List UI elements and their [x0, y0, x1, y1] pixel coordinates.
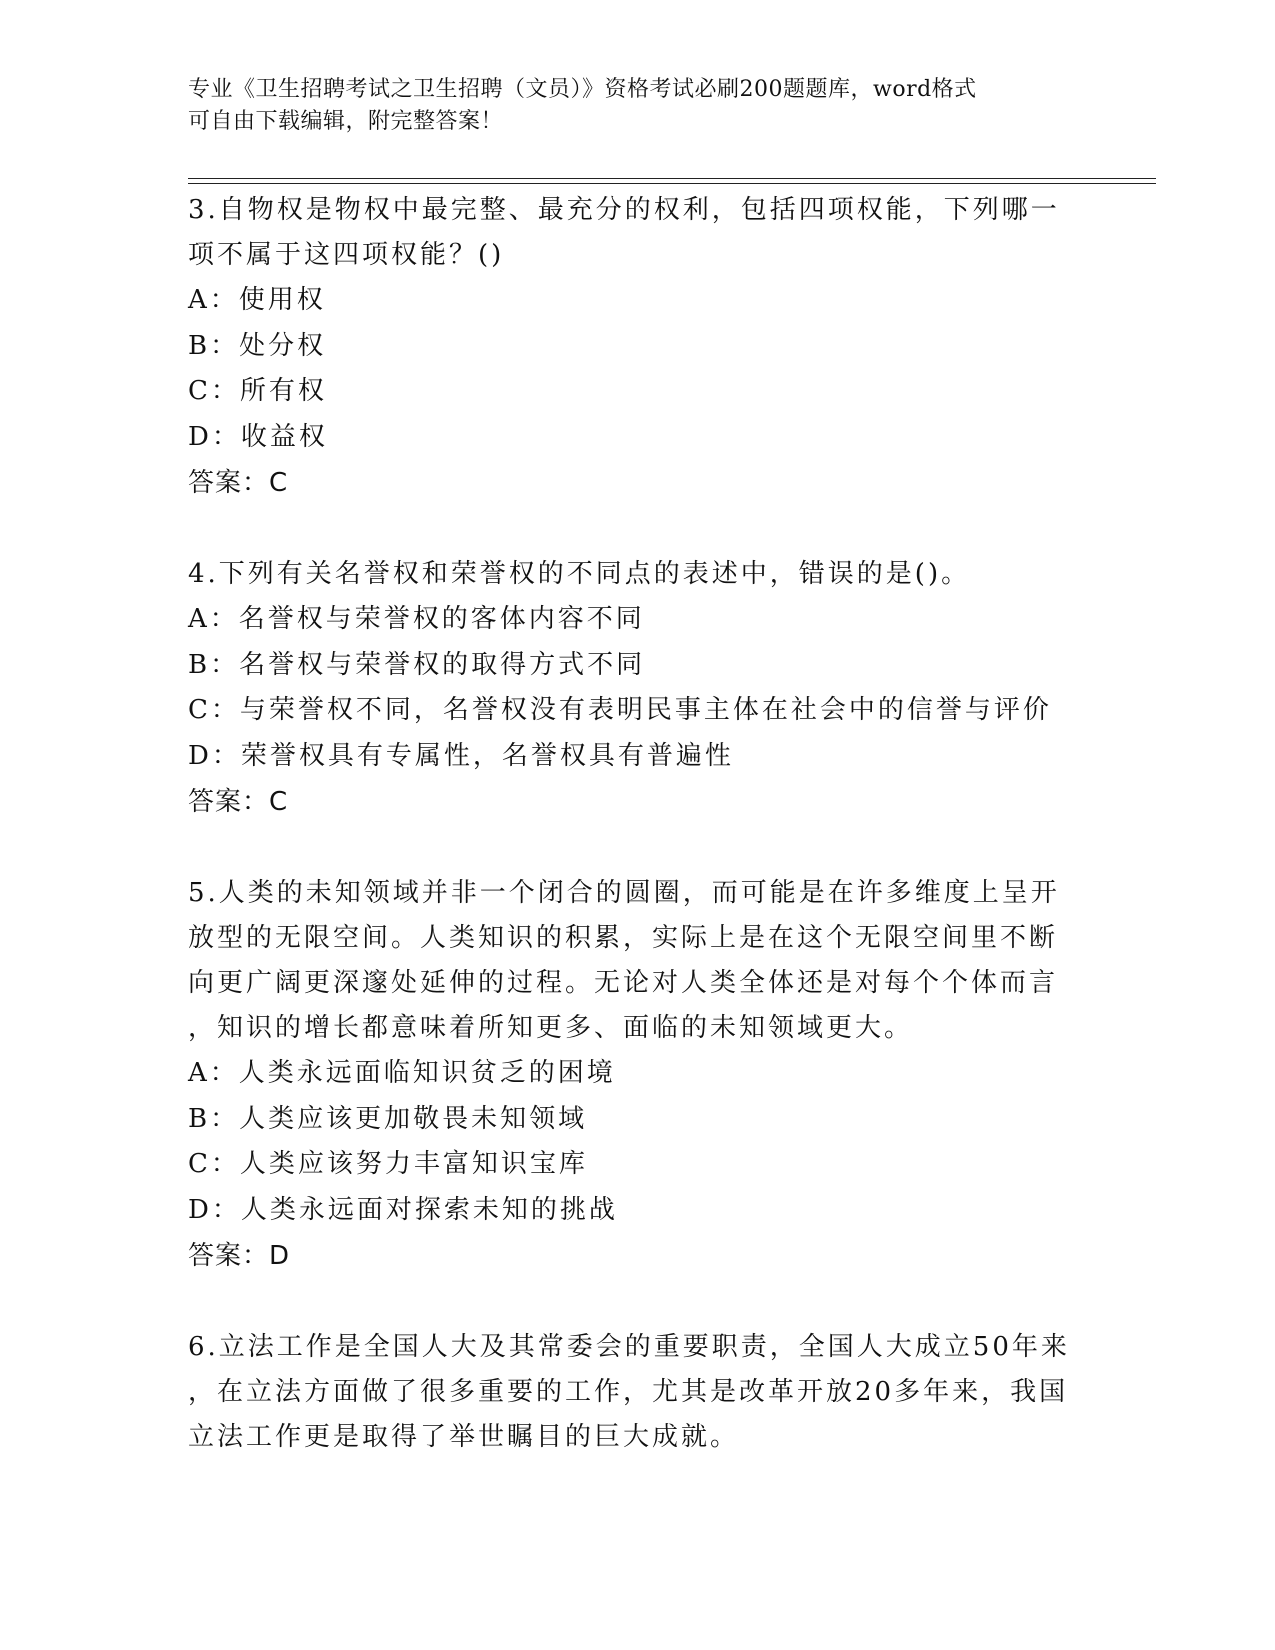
option-c: C：所有权 — [188, 376, 327, 406]
header-line-1: 专业《卫生招聘考试之卫生招聘（文员）》资格考试必刷200题题库，word格式 — [188, 77, 977, 102]
option-d: D：收益权 — [188, 421, 328, 452]
answer-line: 答案：D — [188, 1241, 291, 1271]
document-header — [188, 74, 1088, 138]
question-text-line: 3.自物权是物权中最完整、最充分的权利，包括四项权能，下列哪一 — [188, 195, 1060, 225]
question-text-line: 6.立法工作是全国人大及其常委会的重要职责，全国人大成立50年来 — [188, 1332, 1070, 1362]
option-c: C：与荣誉权不同，名誉权没有表明民事主体在社会中的信誉与评价 — [188, 695, 1052, 725]
option-d: D：人类永远面对探索未知的挑战 — [188, 1194, 618, 1225]
question-4 — [188, 552, 1088, 825]
question-text-line: 5.人类的未知领域并非一个闭合的圆圈，而可能是在许多维度上呈开 — [188, 878, 1060, 908]
question-text-line: 4.下列有关名誉权和荣誉权的不同点的表述中，错误的是()。 — [188, 559, 971, 589]
answer-line: 答案：C — [188, 468, 289, 498]
option-a: A：名誉权与荣誉权的客体内容不同 — [188, 604, 645, 634]
question-text-line: 向更广阔更深邃处延伸的过程。无论对人类全体还是对每个个体而言 — [188, 968, 1059, 998]
question-3 — [188, 188, 1088, 506]
answer-line: 答案：C — [188, 787, 289, 817]
question-text-line: 立法工作更是取得了举世瞩目的巨大成就。 — [188, 1422, 740, 1452]
question-list — [188, 188, 1088, 1506]
question-text-line: 项不属于这四项权能？() — [188, 240, 505, 270]
question-text-line: ，在立法方面做了很多重要的工作，尤其是改革开放20多年来，我国 — [188, 1377, 1069, 1407]
question-text-line: ，知识的增长都意味着所知更多、面临的未知领域更大。 — [188, 1013, 914, 1043]
question-5 — [188, 871, 1088, 1279]
question-6 — [188, 1325, 1088, 1460]
option-a: A：人类永远面临知识贫乏的困境 — [188, 1058, 616, 1088]
option-d: D：荣誉权具有专属性，名誉权具有普遍性 — [188, 740, 734, 771]
option-b: B：处分权 — [188, 330, 327, 361]
header-line-2: 可自由下载编辑，附完整答案！ — [188, 109, 504, 134]
question-text-line: 放型的无限空间。人类知识的积累，实际上是在这个无限空间里不断 — [188, 923, 1059, 953]
option-b: B：人类应该更加敬畏未知领域 — [188, 1103, 588, 1134]
option-c: C：人类应该努力丰富知识宝库 — [188, 1149, 588, 1179]
option-a: A：使用权 — [188, 285, 326, 315]
header-divider-bottom — [188, 183, 1156, 184]
option-b: B：名誉权与荣誉权的取得方式不同 — [188, 649, 646, 680]
header-divider-top — [188, 178, 1156, 179]
